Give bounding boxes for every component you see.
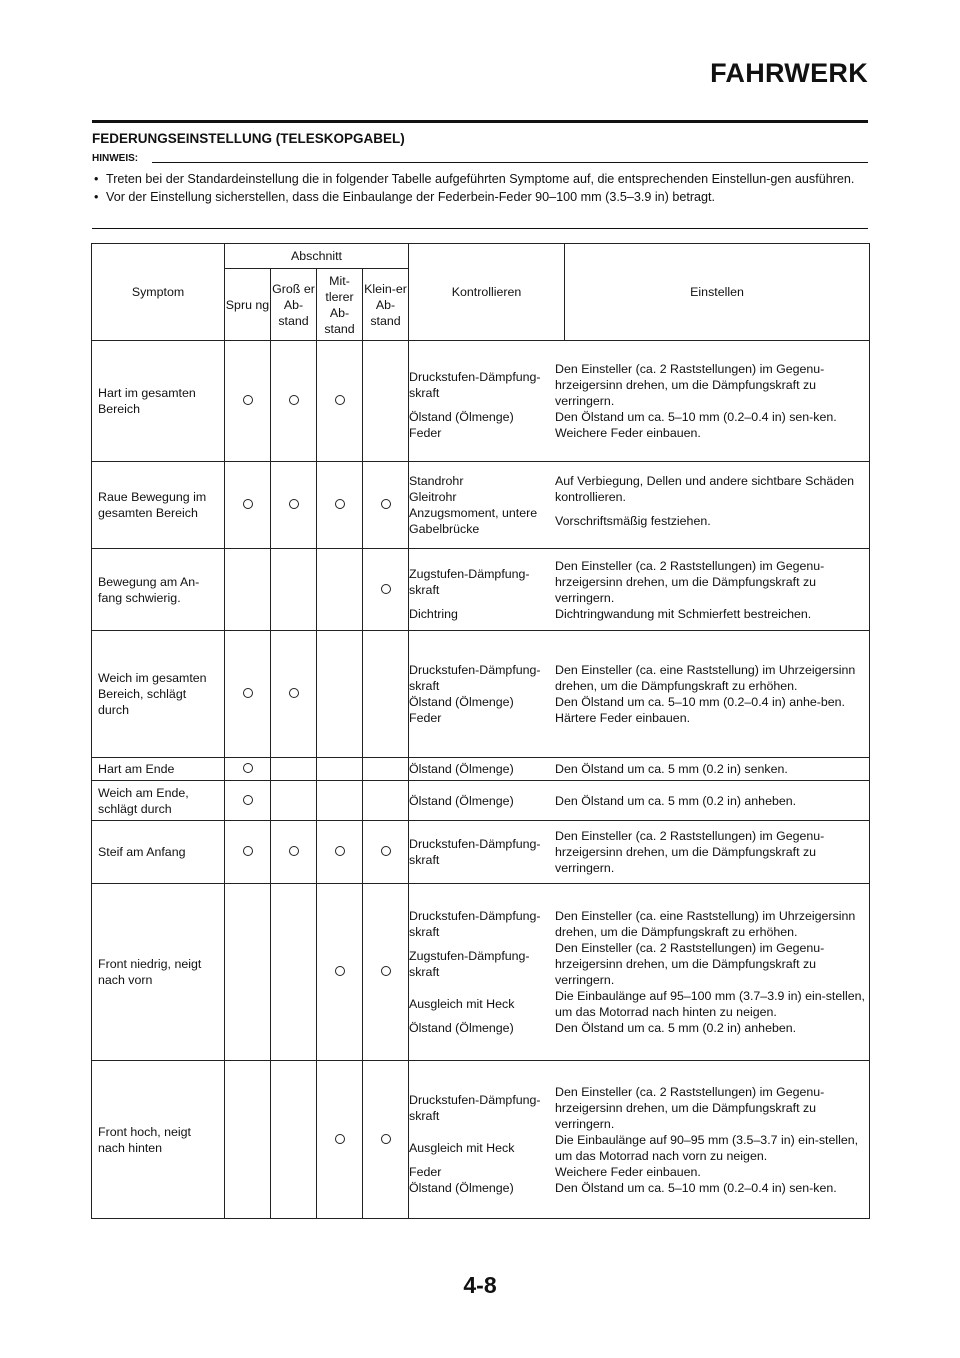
circle-mark-icon [335,966,345,976]
check-adjust-cell [409,631,870,758]
sprung-mark-cell [225,1061,271,1219]
kontrollieren-text: Ölstand (Ölmenge) [409,793,514,808]
check-adjust-cell [409,758,870,781]
check-adjust-list [409,558,869,622]
note-item [92,189,868,207]
check-adjust-cell [409,341,870,462]
kontrollieren-text: Druckstufen-Dämpfung-skraft [409,1092,541,1123]
header-einstellen: Einstellen [565,244,870,341]
check-adjust-pair [409,606,869,622]
table-row [92,341,870,462]
kontrollieren-text: Feder [409,426,442,440]
kontrollieren-text: Dichtring [409,606,458,621]
header-symptom: Symptom [92,244,225,341]
check-adjust-pair [409,1164,869,1180]
einstellen-text: Weichere Feder einbauen. [555,1164,701,1179]
einstellen-text: Den Einsteller (ca. 2 Raststellungen) im Gegenu-hrzeigersinn drehen, um die Dämpfungskraft zu verringern. [555,829,825,875]
table-row [92,462,870,549]
circle-mark-icon [289,846,299,856]
einstellen-text: Die Einbaulänge auf 90–95 mm (3.5–3.7 in) ein-stellen, um das Motorrad nach vorn zu neigen. [555,1132,859,1163]
kleiner-abstand-mark-cell [363,884,409,1061]
section-title: FEDERUNGSEINSTELLUNG (TELESKOPGABEL) [92,131,405,146]
check-adjust-pair [409,710,869,726]
check-adjust-list [409,761,869,777]
mittlerer-abstand-mark-cell [317,341,363,462]
check-adjust-pair [409,988,869,1020]
circle-mark-icon [381,584,391,594]
bullet-glyph: • [94,189,99,204]
kleiner-abstand-mark-cell [363,758,409,781]
circle-mark-icon [381,499,391,509]
note-list [92,171,868,206]
kontrollieren-text: Standrohr [409,474,464,488]
circle-mark-icon [335,395,345,405]
note-text: Treten bei der Standardeinstellung die in folgender Tabelle aufgeführten Symptome auf, die entsprechenden Einstellun-gen ausführen. [106,172,855,186]
kleiner-abstand-mark-cell [363,341,409,462]
check-adjust-list [409,793,869,809]
einstellen-text: Dichtringwandung mit Schmierfett bestreichen. [555,606,812,621]
einstellen-text: Den Einsteller (ca. 2 Raststellungen) im Gegenu-hrzeigersinn drehen, um die Dämpfungskraft zu verringern. [555,1084,825,1131]
note-rule [152,162,868,163]
symptom-cell: Bewegung am An-fang schwierig. [92,549,225,631]
circle-mark-icon [335,499,345,509]
check-adjust-pair [409,473,869,489]
check-adjust-pair [409,1132,869,1164]
header-kleiner-abstand: Klein-er Ab-stand [363,269,409,341]
kontrollieren-text: Ölstand (Ölmenge) [409,410,514,424]
note-header [92,152,868,166]
sprung-mark-cell [225,884,271,1061]
check-adjust-pair [409,694,869,710]
mittlerer-abstand-mark-cell [317,781,363,821]
sprung-mark-cell [225,341,271,462]
kontrollieren-text: Anzugsmoment, untere Gabelbrücke [409,506,538,536]
einstellen-text: Vorschriftsmäßig festziehen. [555,514,711,528]
kontrollieren-text: Zugstufen-Dämpfung-skraft [409,949,530,979]
einstellen-text: Den Einsteller (ca. eine Raststellung) im Uhrzeigersinn drehen, um die Dämpfungskraft zu erhöhen. [555,663,856,693]
symptom-cell: Raue Bewegung im gesamten Bereich [92,462,225,549]
check-adjust-cell [409,549,870,631]
check-adjust-pair [409,793,869,809]
page-title: FAHRWERK [710,58,868,88]
einstellen-text: Den Ölstand um ca. 5 mm (0.2 in) senken. [555,762,788,776]
table-row [92,781,870,821]
einstellen-text: Den Einsteller (ca. 2 Raststellungen) im Gegenu-hrzeigersinn drehen, um die Dämpfungskraft zu verringern. [555,362,825,408]
circle-mark-icon [335,846,345,856]
kontrollieren-text: Druckstufen-Dämpfung-skraft [409,909,541,939]
check-adjust-cell [409,781,870,821]
mittlerer-abstand-mark-cell [317,462,363,549]
grosser-abstand-mark-cell [271,1061,317,1219]
check-adjust-pair [409,828,869,876]
check-adjust-pair [409,1084,869,1132]
kontrollieren-text: Ölstand (Ölmenge) [409,1180,514,1195]
mittlerer-abstand-mark-cell [317,1061,363,1219]
grosser-abstand-mark-cell [271,758,317,781]
grosser-abstand-mark-cell [271,549,317,631]
check-adjust-list [409,828,869,876]
title-rule [92,120,868,123]
kontrollieren-text: Ölstand (Ölmenge) [409,695,514,709]
check-adjust-list [409,473,869,537]
kontrollieren-text: Druckstufen-Dämpfung-skraft [409,370,541,400]
symptom-cell: Hart am Ende [92,758,225,781]
circle-mark-icon [243,499,253,509]
mittlerer-abstand-mark-cell [317,549,363,631]
check-adjust-cell [409,1061,870,1219]
page-number: 4-8 [463,1272,497,1298]
check-adjust-cell [409,821,870,884]
sprung-mark-cell [225,781,271,821]
kontrollieren-text: Ausgleich mit Heck [409,997,515,1011]
einstellen-text: Den Ölstand um ca. 5–10 mm (0.2–0.4 in) sen-ken. [555,410,837,424]
note-text: Vor der Einstellung sicherstellen, dass die Einbaulange der Federbein-Feder 90–100 mm (3.5–3.9 in) betragt. [106,189,716,204]
header-kontrollieren: Kontrollieren [409,244,565,341]
circle-mark-icon [289,395,299,405]
einstellen-text: Weichere Feder einbauen. [555,426,701,440]
symptom-cell: Hart im gesamten Bereich [92,341,225,462]
kleiner-abstand-mark-cell [363,631,409,758]
check-adjust-pair [409,761,869,777]
table-row [92,549,870,631]
header-abschnitt: Abschnitt [225,244,409,269]
sprung-mark-cell [225,821,271,884]
symptom-cell: Front hoch, neigt nach hinten [92,1061,225,1219]
circle-mark-icon [381,846,391,856]
table-body [92,341,870,1219]
check-adjust-pair [409,409,869,425]
einstellen-text: Den Einsteller (ca. eine Raststellung) im Uhrzeigersinn drehen, um die Dämpfungskraft zu erhöhen. [555,909,856,939]
check-adjust-pair [409,908,869,940]
einstellen-text: Den Einsteller (ca. 2 Raststellungen) im Gegenu-hrzeigersinn drehen, um die Dämpfungskraft zu verringern. [555,941,825,987]
kontrollieren-text: Ausgleich mit Heck [409,1140,515,1155]
check-adjust-pair [409,662,869,694]
check-adjust-cell [409,462,870,549]
circle-mark-icon [289,688,299,698]
circle-mark-icon [243,795,253,805]
check-adjust-pair [409,1020,869,1036]
circle-mark-icon [243,846,253,856]
symptom-cell: Steif am Anfang [92,821,225,884]
note-end-rule [92,228,868,229]
check-adjust-pair [409,361,869,409]
kontrollieren-text: Ölstand (Ölmenge) [409,762,514,776]
note-label: HINWEIS: [92,153,144,164]
kleiner-abstand-mark-cell [363,549,409,631]
kleiner-abstand-mark-cell [363,781,409,821]
einstellen-text: Den Ölstand um ca. 5–10 mm (0.2–0.4 in) sen-ken. [555,1180,837,1195]
kontrollieren-text: Ölstand (Ölmenge) [409,1021,514,1035]
mittlerer-abstand-mark-cell [317,758,363,781]
note-item [92,171,868,189]
table-row [92,1061,870,1219]
einstellen-text: Härtere Feder einbauen. [555,711,691,725]
check-adjust-cell [409,884,870,1061]
kontrollieren-text: Feder [409,711,442,725]
kleiner-abstand-mark-cell [363,462,409,549]
header-sprung: Spru ng [225,269,271,341]
grosser-abstand-mark-cell [271,781,317,821]
table-row [92,758,870,781]
header-grosser-abstand: Groß er Ab-stand [271,269,317,341]
einstellen-text: Die Einbaulänge auf 95–100 mm (3.7–3.9 in) ein-stellen, um das Motorrad nach hinten zu neigen. [555,989,865,1019]
einstellen-text: Auf Verbiegung, Dellen und andere sichtbare Schäden kontrollieren. [555,474,854,504]
symptom-cell: Weich am Ende, schlägt durch [92,781,225,821]
sprung-mark-cell [225,758,271,781]
mittlerer-abstand-mark-cell [317,821,363,884]
grosser-abstand-mark-cell [271,821,317,884]
kleiner-abstand-mark-cell [363,821,409,884]
suspension-table [91,243,870,1219]
table-row [92,631,870,758]
check-adjust-pair [409,425,869,441]
bullet-glyph: • [94,172,99,186]
einstellen-text: Den Ölstand um ca. 5–10 mm (0.2–0.4 in) anhe-ben. [555,695,845,709]
check-adjust-pair [409,1180,869,1196]
table-row [92,884,870,1061]
sprung-mark-cell [225,549,271,631]
mittlerer-abstand-mark-cell [317,631,363,758]
circle-mark-icon [381,966,391,976]
kontrollieren-text: Gleitrohr [409,490,457,504]
circle-mark-icon [289,499,299,509]
check-adjust-pair [409,505,869,537]
grosser-abstand-mark-cell [271,884,317,1061]
check-adjust-list [409,662,869,726]
circle-mark-icon [243,688,253,698]
kontrollieren-text: Zugstufen-Dämpfung-skraft [409,566,530,597]
grosser-abstand-mark-cell [271,341,317,462]
check-adjust-list [409,361,869,441]
kontrollieren-text: Feder [409,1164,442,1179]
header-mittlerer-abstand: Mit-tlerer Ab-stand [317,269,363,341]
check-adjust-pair [409,558,869,606]
kontrollieren-text: Druckstufen-Dämpfung-skraft [409,837,541,867]
kontrollieren-text: Druckstufen-Dämpfung-skraft [409,663,541,693]
sprung-mark-cell [225,462,271,549]
check-adjust-list [409,908,869,1036]
table-row [92,821,870,884]
circle-mark-icon [335,1134,345,1144]
symptom-cell: Weich im gesamten Bereich, schlägt durch [92,631,225,758]
mittlerer-abstand-mark-cell [317,884,363,1061]
kleiner-abstand-mark-cell [363,1061,409,1219]
check-adjust-pair [409,940,869,988]
circle-mark-icon [243,763,253,773]
einstellen-text: Den Ölstand um ca. 5 mm (0.2 in) anheben. [555,793,797,808]
check-adjust-list [409,1084,869,1196]
circle-mark-icon [243,395,253,405]
grosser-abstand-mark-cell [271,631,317,758]
einstellen-text: Den Ölstand um ca. 5 mm (0.2 in) anheben. [555,1021,797,1035]
grosser-abstand-mark-cell [271,462,317,549]
sprung-mark-cell [225,631,271,758]
einstellen-text: Den Einsteller (ca. 2 Raststellungen) im Gegenu-hrzeigersinn drehen, um die Dämpfungskraft zu verringern. [555,558,825,605]
circle-mark-icon [381,1134,391,1144]
symptom-cell: Front niedrig, neigt nach vorn [92,884,225,1061]
